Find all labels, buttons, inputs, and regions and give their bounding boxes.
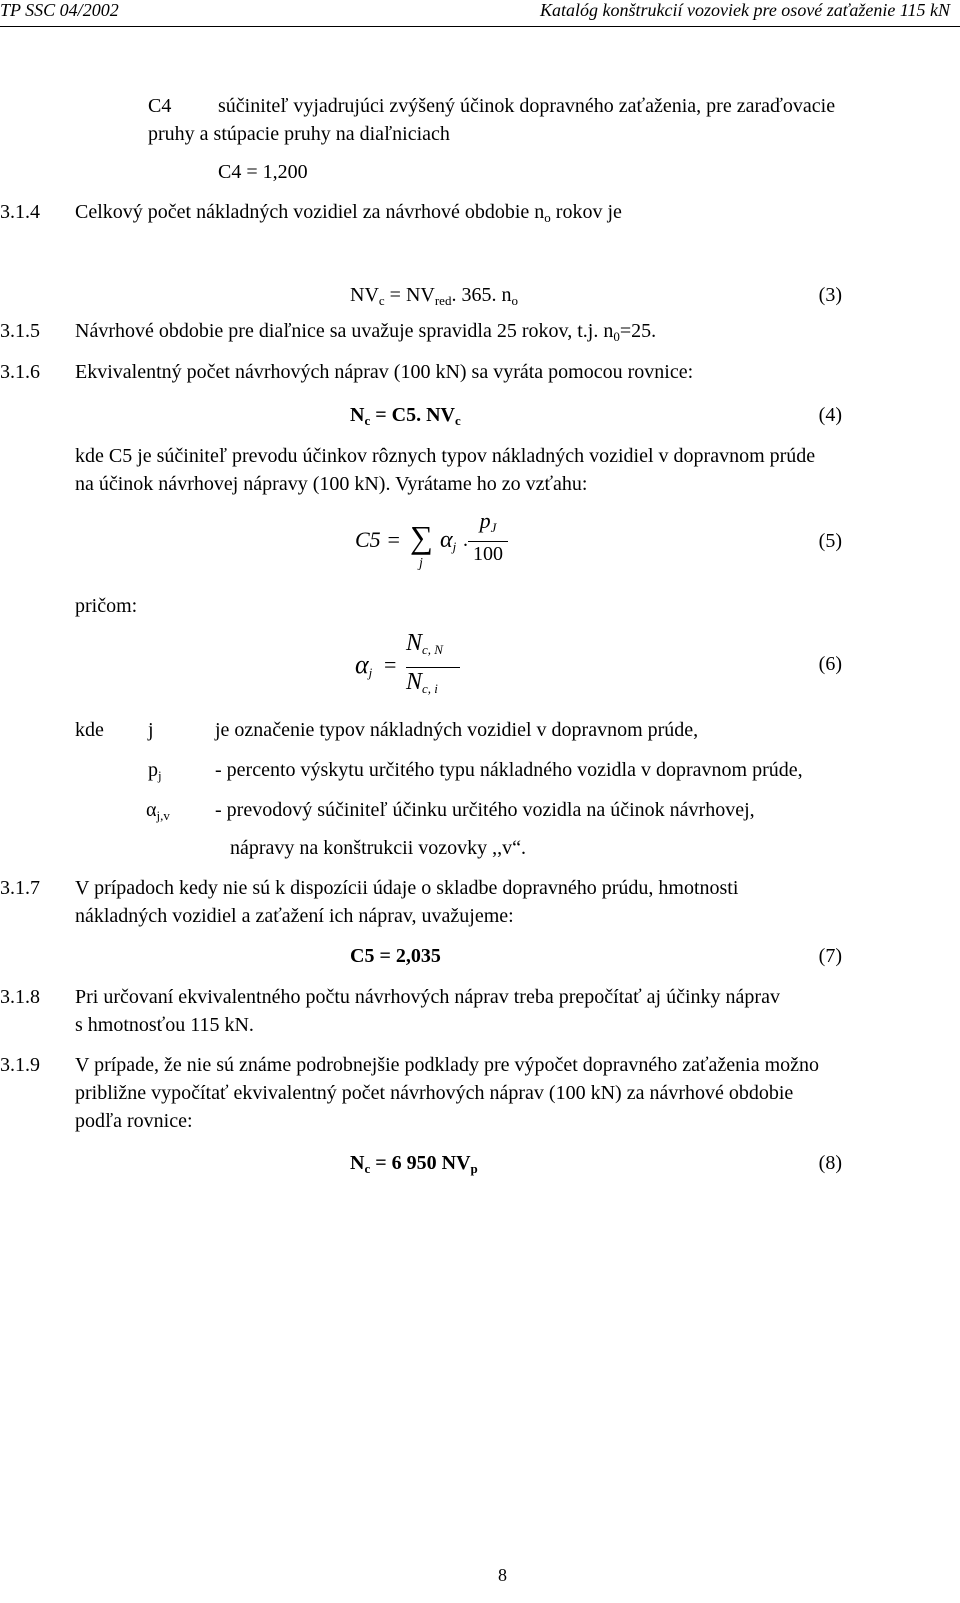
header-rule bbox=[0, 26, 960, 27]
def-continuation: nápravy na konštrukcii vozovky ,,v“. bbox=[230, 837, 527, 859]
section-text-315: Návrhové obdobie pre diaľnice sa uvažuje spravidla 25 rokov, t.j. $n_0=25$. bbox=[75, 320, 657, 344]
equation-5-alpha: $\alpha_j$ bbox=[440, 527, 457, 554]
c4-line1: súčiniteľ vyjadrujúci zvýšený účinok dopravného zaťaženia, pre zaraďovacie bbox=[218, 95, 836, 117]
c4-line2: pruhy a stúpacie pruhy na diaľniciach bbox=[148, 123, 450, 145]
page-number: 8 bbox=[498, 1565, 507, 1585]
equation-5-dot: . bbox=[463, 529, 468, 551]
def-text-j: je označenie typov nákladných vozidiel v dopravnom prúde, bbox=[215, 719, 699, 741]
equation-4: $N_c = C5$. $NV_c$ bbox=[350, 404, 461, 428]
c4-value: C4 = 1,200 bbox=[218, 161, 308, 183]
pricom-label: pričom: bbox=[75, 595, 138, 617]
equation-5-lhs: C5 = bbox=[355, 527, 402, 552]
section-text-314: Celkový počet nákladných vozidiel za návrhové obdobie $n_o$ rokov je bbox=[75, 201, 622, 225]
equation-3: $NV_c = NV_{red}$. 365. $n_o$ bbox=[350, 284, 518, 308]
section-number-319: 3.1.9 bbox=[0, 1054, 40, 1076]
equation-7-number: (7) bbox=[818, 945, 842, 967]
fraction-numerator: $p_J$ bbox=[479, 508, 497, 535]
fraction-denominator: $N_{c, i}$ bbox=[406, 669, 438, 696]
section-text-317-line1: V prípadoch kedy nie sú k dispozícii údaje o skladbe dopravného prúdu, hmotnosti bbox=[75, 877, 739, 899]
sum-symbol: ∑ bbox=[410, 519, 433, 555]
equation-6-equals: = bbox=[384, 652, 397, 677]
section-number-317: 3.1.7 bbox=[0, 877, 40, 899]
equation-3-number: (3) bbox=[818, 284, 842, 306]
equation-5-fraction bbox=[468, 510, 508, 566]
section-text-316: Ekvivalentný počet návrhových náprav (100 kN) sa vyráta pomocou rovnice: bbox=[75, 361, 694, 383]
section-number-315: 3.1.5 bbox=[0, 320, 40, 342]
header-left: TP SSC 04/2002 bbox=[0, 0, 119, 20]
def-text-pj: - percento výskytu určitého typu nákladného vozidla v dopravnom prúde, bbox=[215, 759, 803, 781]
equation-6-number: (6) bbox=[818, 653, 842, 675]
section-text-318-line1: Pri určovaní ekvivalentného počtu návrhových náprav treba prepočítať aj účinky náprav bbox=[75, 986, 780, 1008]
section-number-316: 3.1.6 bbox=[0, 361, 40, 383]
def-symbol-alpha: $\alpha_{j,v}$ bbox=[146, 799, 170, 823]
def-symbol-j: j bbox=[148, 719, 154, 741]
header-right: Katalóg konštrukcií vozoviek pre osové zaťaženie 115 kN bbox=[540, 0, 950, 20]
section-text-319-line3: podľa rovnice: bbox=[75, 1110, 193, 1132]
sum-index: j bbox=[419, 556, 423, 571]
fraction-denominator: 100 bbox=[473, 543, 503, 565]
equation-4-number: (4) bbox=[818, 404, 842, 426]
c4-label: C4 bbox=[148, 95, 172, 117]
kde-paragraph-line2: na účinok návrhovej nápravy (100 kN). Vyrátame ho zo vzťahu: bbox=[75, 473, 588, 495]
section-number-318: 3.1.8 bbox=[0, 986, 40, 1008]
def-symbol-pj: $p_j$ bbox=[148, 759, 162, 783]
def-text-alpha: - prevodový súčiniteľ účinku určitého vozidla na účinok návrhovej, bbox=[215, 799, 755, 821]
section-text-317-line2: nákladných vozidiel a zaťažení ich náprav, uvažujeme: bbox=[75, 905, 514, 927]
equation-7: C5 = 2,035 bbox=[350, 945, 441, 967]
equation-5-number: (5) bbox=[818, 530, 842, 552]
fraction-numerator: $N_{c, N}$ bbox=[406, 630, 443, 657]
section-text-319-line1: V prípade, že nie sú známe podrobnejšie podklady pre výpočet dopravného zaťaženia možno bbox=[75, 1054, 820, 1076]
equation-8: $N_c = 6$ 950 $NV_p$ bbox=[350, 1152, 478, 1176]
section-text-318-line2: s hmotnosťou 115 kN. bbox=[75, 1014, 254, 1036]
equation-6-fraction bbox=[406, 630, 460, 703]
section-text-319-line2: približne vypočítať ekvivalentný počet návrhových náprav (100 kN) za návrhové obdobie bbox=[75, 1082, 794, 1104]
kde-paragraph-line1: kde C5 je súčiniteľ prevodu účinkov rôznych typov nákladných vozidiel v dopravnom prúde bbox=[75, 445, 816, 467]
section-number-314: 3.1.4 bbox=[0, 201, 40, 223]
defs-kde: kde bbox=[75, 719, 104, 741]
equation-6-alpha: $\alpha_j$ bbox=[355, 650, 373, 680]
equation-8-number: (8) bbox=[818, 1152, 842, 1174]
